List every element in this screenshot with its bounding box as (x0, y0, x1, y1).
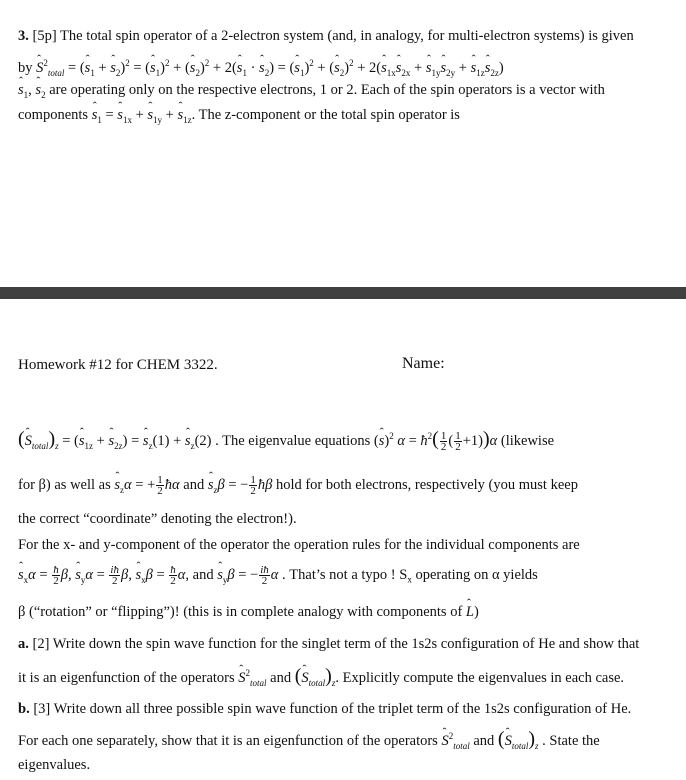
problem-points: [5p] (32, 28, 57, 44)
part-b-line-3: eigenvalues. (18, 757, 91, 773)
and-word-a: and (270, 669, 292, 686)
sy-alpha: ˆ $s_y\alpha$ = $\frac{iħ}{2}$ β (75, 567, 128, 583)
sz-total-line (18, 427, 554, 455)
part-b-text-3: . State the (542, 732, 600, 749)
coordinate-line: the correct “coordinate” denoting the electron!). (18, 511, 297, 527)
xy-rules-line: For the x- and y-component of the operator the operation rules for the individual components are (18, 537, 580, 553)
likewise-text: (likewise (500, 432, 555, 449)
part-a-text-2: it is an eigenfunction of the operators (18, 669, 235, 686)
course-header: Homework #12 for CHEM 3322. (18, 357, 218, 373)
sx-beta: ˆ $s_x\beta$ = $\frac{ħ}{2}$ α (135, 567, 185, 583)
sz-total-operator-a: (ˆ $S_{total})_z$ (295, 670, 336, 686)
problem-number: 3. (18, 28, 29, 44)
eigen-text: . The eigenvalue equations (215, 432, 371, 449)
line-4-prefix: components (18, 107, 89, 123)
page-divider (0, 287, 686, 299)
sz-total-equation: (ˆ $S_{total})_z$ = (ˆ $s_{1z}$ + ˆ $s_{2z}$) = ˆ $s_z(1)$ + ˆ $s_z(2)$ (18, 433, 215, 449)
part-a-line-1 (18, 635, 639, 653)
and-word-b: and (473, 732, 495, 749)
problem-3-line-2 (18, 54, 504, 82)
typo-text-2: operating on α yields (415, 566, 538, 583)
rotation-text: β (“rotation” or “flipping”)! (this is in complete analogy with components of (18, 604, 463, 620)
problem-3-line-4 (18, 106, 460, 129)
problem-3-line-3 (18, 81, 605, 104)
typo-text: . That’s not a typo ! S (282, 566, 408, 583)
part-b-line-2 (18, 727, 600, 755)
part-a-label: a. (18, 636, 29, 652)
part-b-points: [3] (33, 701, 51, 717)
sz-total-operator-b: (ˆ $S_{total})_z$ (498, 733, 539, 749)
line-3-text: are operating only on the respective electrons, 1 or 2. Each of the spin operators is a vector with (49, 82, 605, 98)
s2-total-operator-a: ˆ $S^2_{total}$ (238, 670, 266, 686)
part-b-label: b. (18, 701, 30, 717)
part-a-points: [2] (32, 636, 50, 652)
part-b-text-1: Write down all three possible spin wave function of the triplet term of the 1s2s configuration of He. (53, 701, 632, 717)
name-label: Name: (402, 355, 445, 372)
sy-beta: ˆ $s_y\beta$ = − $\frac{iħ}{2}$ α (217, 567, 278, 583)
angular-momentum-symbol: ˆ L (466, 603, 474, 621)
components-equation: ˆ $s_1$ = ˆ $s_{1x}$ + ˆ $s_{1y}$ + ˆ $s_{1z}$ (92, 107, 192, 123)
line-4-suffix: . The z-component or the total spin operator is (191, 107, 460, 123)
part-b-text-2: For each one separately, show that it is an eigenfunction of the operators (18, 732, 438, 749)
sz-beta-equation: ˆ $s_z\beta$ = − $\frac{1}{2}$ ħβ (208, 477, 272, 493)
part-a-text-3: . Explicitly compute the eigenvalues in each case. (335, 669, 625, 686)
rotation-line: β (“rotation” or “flipping”)! (this is in complete analogy with components of ˆ L) (18, 603, 479, 621)
and-text: , and (185, 566, 214, 583)
problem-intro: The total spin operator of a 2-electron system (and, in analogy, for multi-electron systems) is given (60, 28, 634, 44)
part-a-text-1: Write down the spin wave function for the singlet term of the 1s2s configuration of He and show that (52, 636, 640, 652)
line-prefix-by: by (18, 59, 33, 76)
subscript-total: total (47, 67, 65, 78)
total-spin-equation: ˆ $S^2_{total}$ = (ˆ $s_1$ + ˆ $s_2)^2$ = (ˆ $s_1)^2$ + (ˆ $s_2)^2$ + 2(ˆ $s_1$ · ˆ $s_2$) = (ˆ $s_1)^2$ + (ˆ $s_2)^2$ + 2(ˆ $s_{1x}ˆ$ $s_{2x}$ + ˆ $s_{1y}ˆ$ $s_{2y}$ + ˆ $s_{1z}ˆ$ $s_{2z}$) (36, 60, 504, 76)
beta-suffix: hold for both electrons, respectively (you must keep (275, 476, 578, 493)
s2-total-operator-b: ˆ $S^2_{total}$ (441, 733, 469, 749)
and-word: and (183, 476, 205, 493)
problem-3-line-1 (18, 27, 634, 45)
beta-prefix: for β) as well as (18, 476, 111, 493)
part-b-line-1 (18, 700, 631, 718)
spin-operators-s1-s2: ˆ $s_1$, ˆ $s_2$ (18, 82, 46, 98)
sz-alpha-equation: ˆ $s_z\alpha$ = + $\frac{1}{2}$ ħα (114, 477, 179, 493)
beta-line (18, 475, 578, 499)
part-a-line-2 (18, 664, 624, 692)
xy-equations-line: ˆ $s_x\alpha$ = $\frac{ħ}{2}$ β, ˆ $s_y\alpha$ = $\frac{iħ}{2}$ β, ˆ $s_x\beta$ = $\frac{ħ}{2}$ α, and ˆ $s_y\beta$ = − $\frac{iħ}{2}$ α . That’s not a typo ! $S_x$ operating on α yields (18, 565, 538, 589)
eigenvalue-equation: (ˆ s)$^2$ $\alpha = ħ^2$( $\frac{1}{2}$ ( $\frac{1}{2}$ +1))α (374, 433, 501, 449)
sx-alpha: ˆ $s_x\alpha$ = $\frac{ħ}{2}$ β (18, 567, 68, 583)
